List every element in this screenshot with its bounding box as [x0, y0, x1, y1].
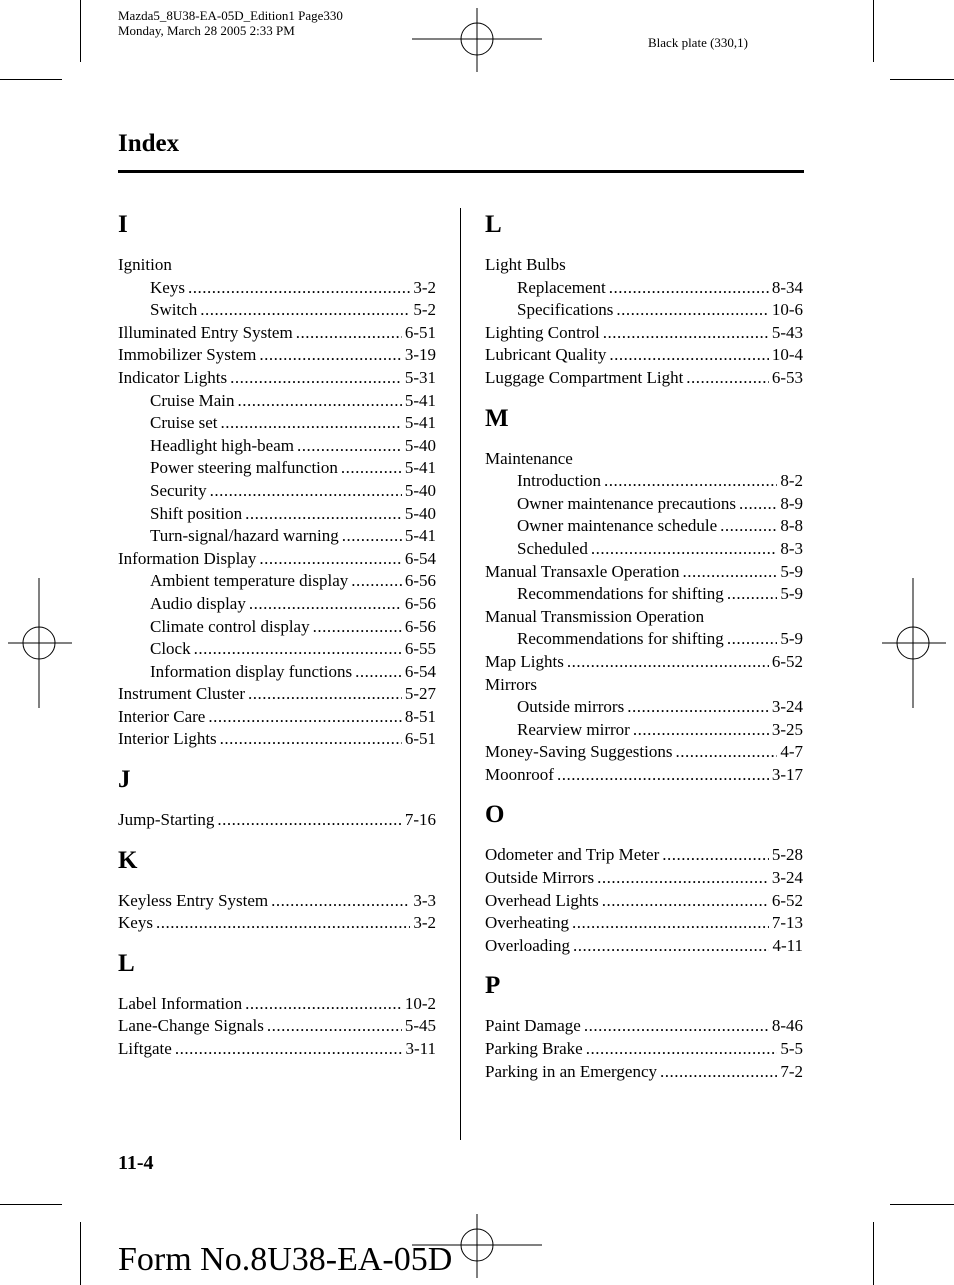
dot-leader — [259, 344, 401, 367]
section-letter: J — [118, 766, 131, 794]
index-entry — [485, 561, 803, 584]
entry-page: 6-52 — [771, 890, 803, 910]
entry-page: 7-16 — [404, 810, 436, 830]
entry-text: Cruise Main — [150, 390, 235, 410]
index-entry — [485, 322, 803, 345]
entry-text: Owner maintenance schedule — [517, 516, 718, 536]
dot-leader — [604, 470, 777, 493]
entry-page: 6-51 — [404, 322, 436, 342]
section-letter: L — [118, 949, 135, 977]
entry-text: Overhead Lights — [485, 890, 599, 910]
entry-page: 6-56 — [404, 593, 436, 613]
entry-text: Parking in an Emergency — [485, 1061, 658, 1081]
entry-page: 3-17 — [771, 764, 803, 784]
entry-text: Switch — [150, 300, 198, 320]
entry-page: 6-56 — [404, 571, 436, 591]
entry-page: 6-56 — [404, 616, 436, 636]
entry-page: 5-27 — [404, 684, 436, 704]
dot-leader — [660, 1061, 777, 1084]
registration-mark-top-icon — [412, 8, 542, 72]
index-entry — [485, 674, 803, 697]
dot-leader — [586, 1038, 778, 1061]
entry-page: 3-25 — [771, 719, 803, 739]
form-number: Form No.8U38-EA-05D — [118, 1241, 453, 1278]
index-subentry — [118, 277, 436, 300]
dot-leader — [194, 638, 402, 661]
entry-text: Introduction — [517, 471, 602, 491]
entry-text: Lubricant Quality — [485, 345, 607, 365]
entry-text: Overheating — [485, 913, 570, 933]
index-left-column — [118, 209, 436, 1061]
index-subentry — [118, 570, 436, 593]
entry-page: 6-52 — [771, 651, 803, 671]
dot-leader — [633, 719, 769, 742]
entry-text: Map Lights — [485, 651, 564, 671]
index-entry — [485, 935, 803, 958]
title-rule — [118, 170, 804, 173]
entry-text: Instrument Cluster — [118, 684, 246, 704]
index-subentry — [485, 538, 803, 561]
index-subentry — [118, 593, 436, 616]
entry-page: 3-19 — [404, 345, 436, 365]
index-entry — [118, 706, 436, 729]
file-info-line2: Monday, March 28 2005 2:33 PM — [118, 23, 295, 38]
index-entry — [118, 548, 436, 571]
dot-leader — [627, 696, 769, 719]
dot-leader — [248, 683, 402, 706]
dot-leader — [313, 616, 402, 639]
entry-page: 8-46 — [771, 1016, 803, 1036]
plate-label: Black plate (330,1) — [648, 35, 748, 50]
entry-page: 3-24 — [771, 868, 803, 888]
dot-leader — [238, 390, 402, 413]
section-letter: K — [118, 846, 138, 874]
entry-page: 3-2 — [413, 277, 436, 297]
index-subentry — [485, 493, 803, 516]
entry-text: Label Information — [118, 993, 243, 1013]
section-gap — [485, 957, 803, 970]
dot-leader — [609, 344, 769, 367]
index-subentry — [118, 457, 436, 480]
entry-page: 7-13 — [771, 913, 803, 933]
entry-text: Information Display — [118, 548, 257, 568]
entry-page: 5-28 — [771, 845, 803, 865]
index-entry — [485, 741, 803, 764]
entry-text: Outside Mirrors — [485, 868, 595, 888]
entry-text: Indicator Lights — [118, 367, 228, 387]
dot-leader — [220, 728, 402, 751]
dot-leader — [602, 890, 769, 913]
entry-page: 5-2 — [413, 300, 436, 320]
dot-leader — [355, 661, 402, 684]
entry-page: 5-41 — [404, 526, 436, 546]
index-right-column — [485, 209, 803, 1083]
entry-text: Odometer and Trip Meter — [485, 845, 660, 865]
index-entry — [485, 606, 803, 629]
section-gap — [485, 390, 803, 403]
dot-leader — [156, 912, 410, 935]
section-gap — [485, 786, 803, 799]
entry-page: 5-40 — [404, 435, 436, 455]
index-entry — [118, 993, 436, 1016]
entry-page: 3-24 — [771, 697, 803, 717]
index-entry — [485, 344, 803, 367]
entry-page: 5-9 — [780, 584, 803, 604]
index-entry — [485, 912, 803, 935]
entry-page: 5-41 — [404, 390, 436, 410]
index-entry — [485, 890, 803, 913]
entry-page: 7-2 — [780, 1061, 803, 1081]
section-letter: P — [485, 972, 501, 1000]
entry-text: Outside mirrors — [517, 697, 625, 717]
index-entry — [485, 367, 803, 390]
entry-page: 10-2 — [404, 993, 436, 1013]
index-subentry — [118, 390, 436, 413]
entry-page: 8-8 — [780, 516, 803, 536]
dot-leader — [221, 412, 402, 435]
entry-page: 5-41 — [404, 413, 436, 433]
entry-text: Interior Lights — [118, 729, 217, 749]
entry-text: Power steering malfunction — [150, 458, 338, 478]
index-entry — [118, 912, 436, 935]
index-entry — [118, 728, 436, 751]
page-title: Index — [118, 130, 180, 157]
index-subentry — [485, 583, 803, 606]
entry-page: 4-11 — [772, 935, 803, 955]
dot-leader — [342, 525, 402, 548]
entry-text: Turn-signal/hazard warning — [150, 526, 339, 546]
entry-text: Moonroof — [485, 764, 554, 784]
dot-leader — [175, 1038, 403, 1061]
index-subentry — [118, 412, 436, 435]
entry-page: 3-2 — [413, 913, 436, 933]
dot-leader — [557, 764, 769, 787]
section-gap — [118, 751, 436, 764]
section-letter: O — [485, 801, 505, 829]
index-entry — [118, 344, 436, 367]
dot-leader — [609, 277, 769, 300]
index-entry — [118, 890, 436, 913]
dot-leader — [188, 277, 410, 300]
entry-text: Maintenance — [485, 448, 573, 468]
file-info — [118, 8, 343, 38]
entry-text: Shift position — [150, 503, 243, 523]
index-entry — [485, 1038, 803, 1061]
entry-text: Lighting Control — [485, 322, 600, 342]
entry-page: 5-43 — [771, 322, 803, 342]
index-entry — [485, 1061, 803, 1084]
index-subentry — [485, 719, 803, 742]
dot-leader — [597, 867, 769, 890]
dot-leader — [603, 322, 769, 345]
index-subentry — [118, 299, 436, 322]
entry-text: Manual Transmission Operation — [485, 606, 705, 626]
index-subentry — [485, 515, 803, 538]
index-entry — [118, 683, 436, 706]
entry-page: 10-4 — [771, 345, 803, 365]
entry-text: Cruise set — [150, 413, 218, 433]
dot-leader — [584, 1015, 769, 1038]
entry-text: Information display functions — [150, 661, 353, 681]
section-letter: L — [485, 211, 502, 238]
entry-text: Specifications — [517, 300, 614, 320]
dot-leader — [683, 561, 778, 584]
entry-text: Paint Damage — [485, 1016, 581, 1036]
entry-text: Jump-Starting — [118, 810, 215, 830]
index-entry — [485, 844, 803, 867]
section-letter: M — [485, 404, 509, 432]
dot-leader — [341, 457, 402, 480]
entry-text: Replacement — [517, 277, 606, 297]
registration-mark-left-icon — [8, 578, 72, 708]
entry-text: Rearview mirror — [517, 719, 630, 739]
index-subentry — [485, 277, 803, 300]
entry-text: Keyless Entry System — [118, 890, 269, 910]
dot-leader — [591, 538, 778, 561]
dot-leader — [727, 628, 778, 651]
index-subentry — [118, 480, 436, 503]
entry-page: 5-5 — [780, 1039, 803, 1059]
page-number: 11-4 — [118, 1152, 154, 1174]
index-entry — [485, 254, 803, 277]
entry-page: 5-40 — [404, 503, 436, 523]
entry-text: Owner maintenance precautions — [517, 493, 737, 513]
entry-text: Interior Care — [118, 706, 206, 726]
entry-text: Luggage Compartment Light — [485, 367, 684, 387]
index-subentry — [118, 525, 436, 548]
entry-text: Climate control display — [150, 616, 310, 636]
dot-leader — [297, 435, 402, 458]
entry-page: 5-31 — [404, 367, 436, 387]
dot-leader — [208, 706, 402, 729]
entry-page: 3-3 — [413, 890, 436, 910]
entry-text: Money-Saving Suggestions — [485, 742, 673, 762]
entry-page: 8-3 — [780, 538, 803, 558]
entry-page: 6-54 — [404, 548, 436, 568]
file-info-line1: Mazda5_8U38-EA-05D_Edition1 Page330 — [118, 8, 343, 23]
entry-text: Security — [150, 480, 207, 500]
section-gap — [118, 935, 436, 948]
dot-leader — [675, 741, 777, 764]
index-entry — [118, 367, 436, 390]
entry-text: Mirrors — [485, 674, 537, 694]
index-entry — [485, 651, 803, 674]
dot-leader — [249, 593, 402, 616]
index-entry — [118, 322, 436, 345]
dot-leader — [271, 890, 410, 913]
entry-page: 8-2 — [780, 471, 803, 491]
dot-leader — [572, 912, 769, 935]
entry-page: 6-51 — [404, 729, 436, 749]
entry-page: 8-34 — [771, 277, 803, 297]
entry-text: Light Bulbs — [485, 255, 566, 274]
entry-text: Headlight high-beam — [150, 435, 294, 455]
entry-text: Overloading — [485, 935, 570, 955]
dot-leader — [573, 935, 769, 958]
entry-text: Ignition — [118, 255, 172, 274]
index-entry — [118, 254, 436, 277]
entry-text: Clock — [150, 639, 191, 659]
index-subentry — [118, 616, 436, 639]
index-entry — [118, 1015, 436, 1038]
entry-text: Illuminated Entry System — [118, 322, 293, 342]
dot-leader — [720, 515, 777, 538]
entry-text: Keys — [118, 913, 153, 933]
entry-page: 5-9 — [780, 629, 803, 649]
dot-leader — [259, 548, 401, 571]
index-subentry — [118, 661, 436, 684]
entry-page: 5-41 — [404, 458, 436, 478]
entry-page: 6-53 — [771, 367, 803, 387]
dot-leader — [567, 651, 769, 674]
entry-page: 8-9 — [780, 493, 803, 513]
index-entry — [485, 1015, 803, 1038]
entry-page: 5-9 — [780, 561, 803, 581]
entry-text: Liftgate — [118, 1039, 172, 1059]
section-gap — [118, 832, 436, 845]
index-subentry — [118, 638, 436, 661]
index-entry — [485, 867, 803, 890]
dot-leader — [230, 367, 402, 390]
dot-leader — [351, 570, 402, 593]
entry-page: 5-45 — [404, 1016, 436, 1036]
entry-text: Immobilizer System — [118, 345, 257, 365]
index-entry — [485, 764, 803, 787]
entry-text: Lane-Change Signals — [118, 1016, 264, 1036]
entry-page: 5-40 — [404, 480, 436, 500]
dot-leader — [662, 844, 769, 867]
entry-page: 10-6 — [771, 300, 803, 320]
dot-leader — [217, 809, 401, 832]
dot-leader — [210, 480, 402, 503]
entry-text: Parking Brake — [485, 1039, 583, 1059]
dot-leader — [267, 1015, 402, 1038]
dot-leader — [245, 993, 402, 1016]
entry-page: 6-55 — [404, 639, 436, 659]
entry-page: 8-51 — [404, 706, 436, 726]
entry-text: Ambient temperature display — [150, 571, 349, 591]
section-letter: I — [118, 211, 128, 238]
index-subentry — [118, 503, 436, 526]
index-subentry — [485, 696, 803, 719]
entry-page: 6-54 — [404, 661, 436, 681]
index-subentry — [485, 299, 803, 322]
entry-text: Scheduled — [517, 538, 588, 558]
dot-leader — [739, 493, 777, 516]
entry-page: 3-11 — [405, 1039, 436, 1059]
index-subentry — [485, 628, 803, 651]
entry-text: Recommendations for shifting — [517, 629, 724, 649]
index-entry — [485, 448, 803, 471]
index-entry — [118, 1038, 436, 1061]
entry-text: Audio display — [150, 593, 246, 613]
entry-text: Keys — [150, 277, 185, 297]
dot-leader — [616, 299, 769, 322]
index-subentry — [118, 435, 436, 458]
entry-text: Manual Transaxle Operation — [485, 561, 680, 581]
entry-page: 4-7 — [780, 742, 803, 762]
registration-mark-right-icon — [882, 578, 946, 708]
dot-leader — [200, 299, 410, 322]
dot-leader — [296, 322, 402, 345]
index-entry — [118, 809, 436, 832]
dot-leader — [727, 583, 778, 606]
dot-leader — [245, 503, 402, 526]
dot-leader — [686, 367, 769, 390]
column-divider — [460, 208, 461, 1140]
index-subentry — [485, 470, 803, 493]
entry-text: Recommendations for shifting — [517, 584, 724, 604]
